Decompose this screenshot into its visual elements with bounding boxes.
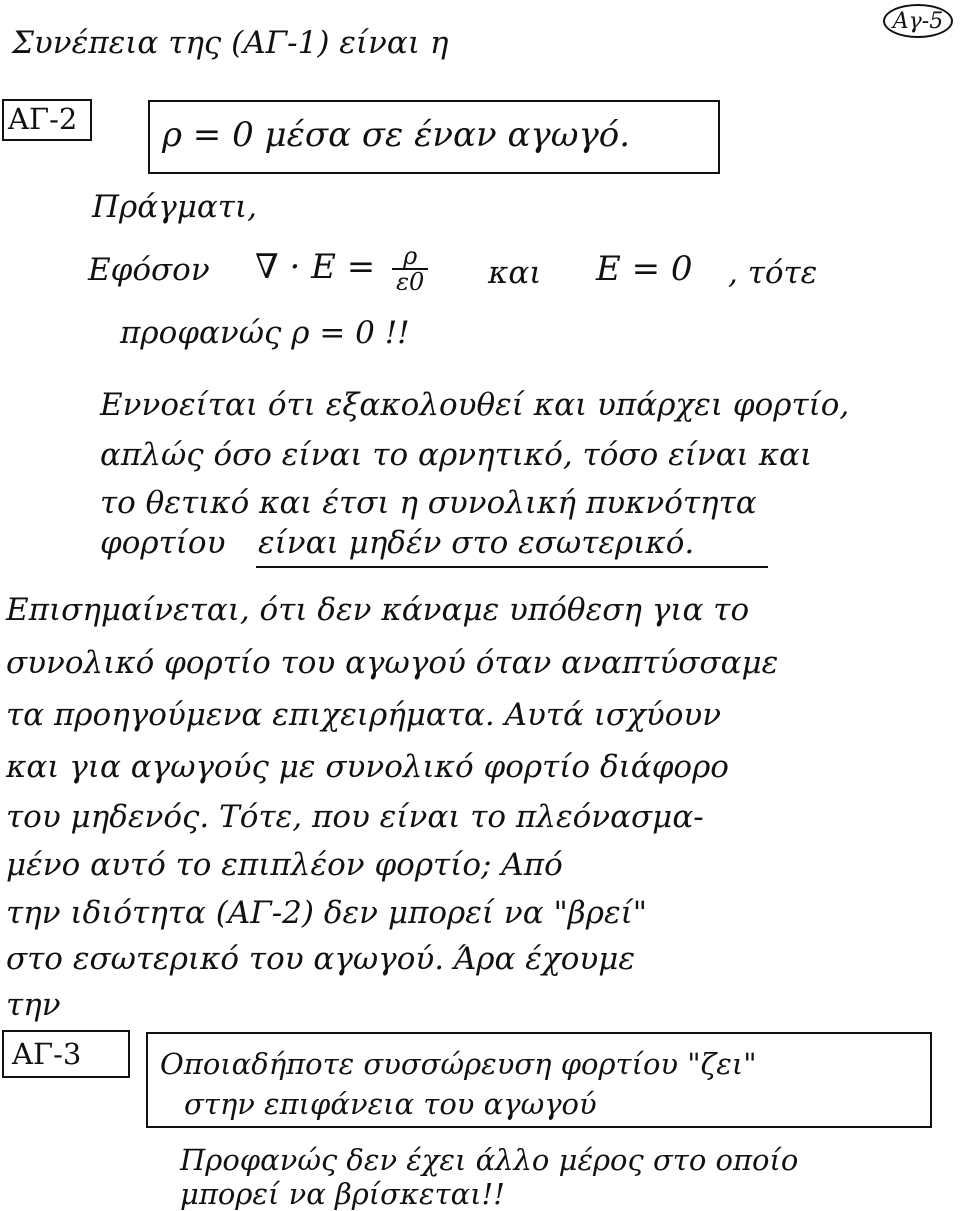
proof-heading: Πράγματι, [92,189,257,225]
proof-and: και [488,255,542,291]
para2-line-4: και για αγωγούς με συνολικό φορτίο διάφορο [6,749,729,785]
closing-line-2: μπορεί να βρίσκεται!! [180,1177,505,1211]
proof-then: , τότε [728,255,818,291]
para1-underline [256,566,768,568]
page-tag [883,4,953,38]
para2-line-8: στο εσωτερικό του αγωγού. Άρα έχουμε [6,941,636,977]
para2-line-1: Επισημαίνεται, ότι δεν κάναμε υπόθεση για το [6,592,750,628]
proof-conclusion: προφανώς ρ = 0 !! [120,315,410,351]
fraction-denominator: ε0 [396,268,425,296]
para1-line-1: Εννοείται ότι εξακολουθεί και υπάρχει φορτίο, [100,387,850,423]
page-tag-text: Αγ-5 [892,8,944,34]
intro-line: Συνέπεια της (ΑΓ-1) είναι η [12,25,449,61]
rho-over-eps-fraction [392,244,428,294]
para1-underlined-text: είναι μηδέν στο εσωτερικό. [258,525,695,561]
para2-line-7: την ιδιότητα (ΑΓ-2) δεν μπορεί να "βρεί" [6,895,647,931]
para1-line-4: φορτίου [100,525,226,561]
para2-line-6: μένο αυτό το επιπλέον φορτίο; Από [6,847,563,883]
para2-line-2: συνολικό φορτίο του αγωγού όταν αναπτύσσαμε [6,645,779,681]
ag3-line-1: Οποιαδήποτε συσσώρευση φορτίου "ζει" [160,1047,757,1081]
ag3-line-2: στην επιφάνεια του αγωγού [184,1087,597,1121]
proof-since: Εφόσον [88,252,210,288]
ag3-label: ΑΓ-3 [12,1037,82,1071]
divergence-equation [255,244,434,294]
closing-line-1: Προφανώς δεν έχει άλλο μέρος στο οποίο [180,1143,799,1177]
fraction-numerator: ρ [392,244,428,270]
para1-line-2: απλώς όσο είναι το αρνητικό, τόσο είναι και [100,437,813,473]
para1-line-3: το θετικό και έτσι η συνολική πυκνότητα [100,485,757,521]
para2-line-9: την [6,987,61,1023]
e-zero-equation: E = 0 [596,249,693,289]
ag2-label: ΑΓ-2 [8,102,78,136]
para2-line-3: τα προηγούμενα επιχειρήματα. Αυτά ισχύουν [6,697,722,733]
ag2-statement: ρ = 0 μέσα σε έναν αγωγό. [162,115,631,155]
divergence-lhs: ∇ · E = [255,247,376,287]
para2-line-5: του μηδενός. Τότε, που είναι το πλεόνασμα- [6,799,704,835]
